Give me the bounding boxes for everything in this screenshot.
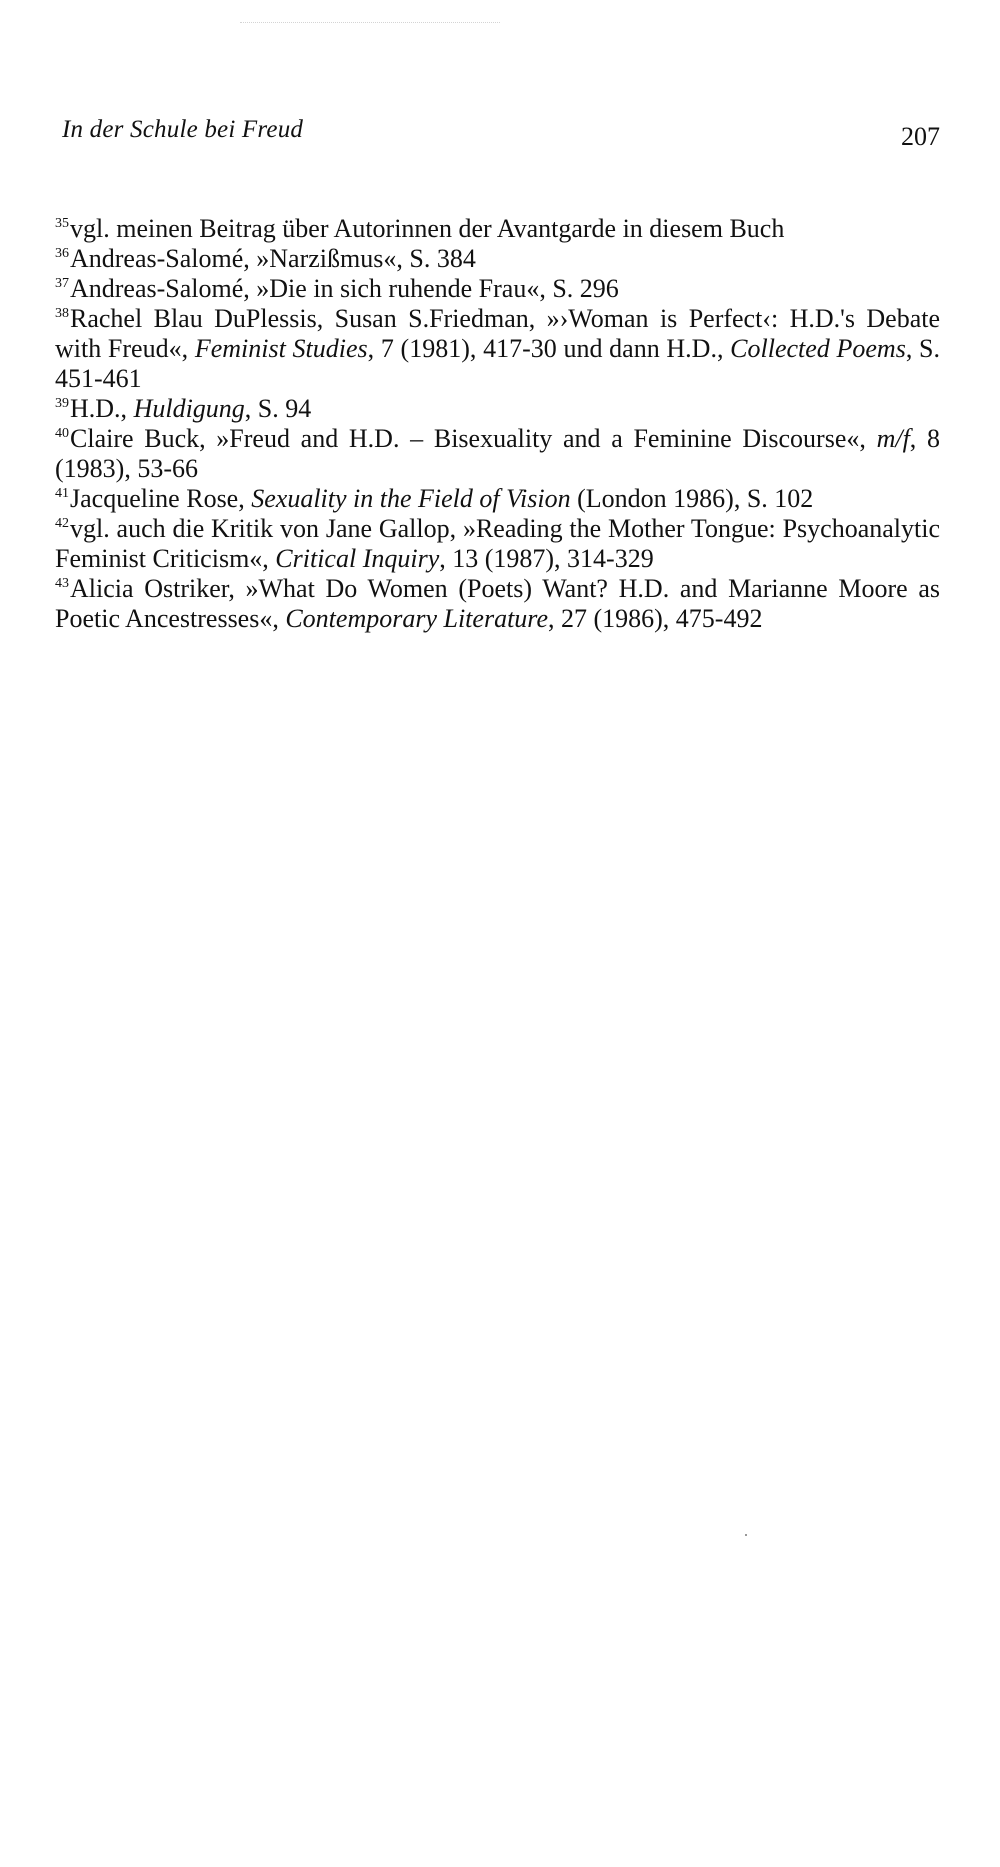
footnote: [55, 274, 940, 304]
scan-artifact: [240, 22, 500, 27]
footnote-text: Claire Buck, »Freud and H.D. – Bisexuality and a Feminine Discourse«,: [70, 424, 877, 453]
footnote-text: , 13 (1987), 314-329: [439, 544, 654, 573]
footnote-number: 36: [55, 246, 69, 261]
footnote-title: Sexuality in the Field of Vision: [251, 484, 571, 513]
footnote-text: H.D.,: [70, 394, 134, 423]
footnote-text: (London 1986), S. 102: [570, 484, 814, 513]
footnote-text: , 7 (1981), 417-30 und dann H.D.,: [367, 334, 731, 363]
footnote-number: 39: [55, 396, 69, 411]
footnote-number: 43: [55, 576, 69, 591]
footnote-number: 35: [55, 216, 69, 231]
footnote-text: , 27 (1986), 475-492: [547, 604, 763, 633]
footnote-number: 41: [55, 486, 69, 501]
footnote-number: 38: [55, 306, 69, 321]
footnote-title: Huldigung: [133, 394, 245, 423]
footnote-text: , S. 94: [244, 394, 312, 423]
footnote-text: Alicia Ostriker, »What Do Women (Poets) Want? H.D. and Marianne Moore as Poetic Ancestresses«,: [55, 574, 940, 633]
footnote-title: Collected Poems: [730, 334, 906, 363]
footnote-list: [55, 214, 940, 634]
footnote-title: m/f: [876, 424, 910, 453]
footnote: [55, 574, 940, 634]
footnote-title: Critical Inquiry: [275, 544, 440, 573]
footnote: [55, 484, 940, 514]
footnote: [55, 424, 940, 484]
footnote-text: Andreas-Salomé, »Narzißmus«, S. 384: [70, 244, 476, 273]
footnote-text: Jacqueline Rose,: [70, 484, 252, 513]
footnote-text: , 8 (1983), 53-66: [55, 424, 940, 483]
footnote: [55, 304, 940, 394]
footnote-text: vgl. auch die Kritik von Jane Gallop, »Reading the Mother Tongue: Psychoanalytic Feminist Criticism«,: [55, 514, 940, 573]
running-head: In der Schule bei Freud: [62, 116, 304, 143]
footnote: [55, 244, 940, 274]
footnote: [55, 394, 940, 424]
footnote-text: Andreas-Salomé, »Die in sich ruhende Frau«, S. 296: [70, 274, 619, 303]
footnote-text: vgl. meinen Beitrag über Autorinnen der Avantgarde in diesem Buch: [70, 214, 785, 243]
footnote-number: 40: [55, 426, 69, 441]
footnote-number: 42: [55, 516, 69, 531]
footnote-text: Rachel Blau DuPlessis, Susan S.Friedman, »›Woman is Perfect‹: H.D.'s Debate with Freud«,: [55, 304, 940, 363]
footnote-title: Contemporary Literature: [285, 604, 548, 633]
footnote-number: 37: [55, 276, 69, 291]
footnote-title: Feminist Studies: [194, 334, 368, 363]
scan-speck: [745, 1534, 747, 1536]
footnote-text: , S. 451-461: [55, 334, 941, 393]
page-number: 207: [901, 122, 940, 151]
footnote: [55, 514, 940, 574]
footnote: [55, 214, 940, 244]
